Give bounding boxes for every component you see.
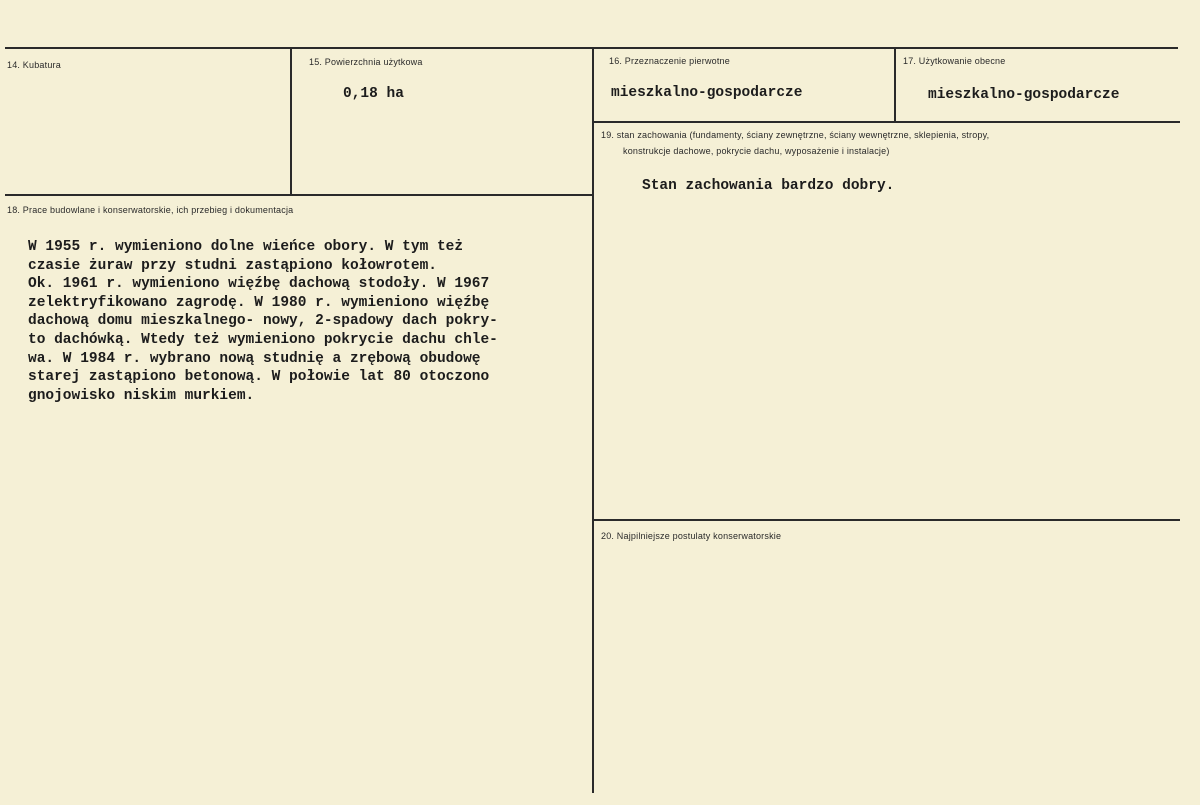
field-18-label: 18. Prace budowlane i konserwatorskie, ich przebieg i dokumentacja <box>7 205 294 215</box>
field-18-line-8: starej zastąpiono betonową. W połowie lat 80 otoczono <box>28 369 490 386</box>
field-16-label: 16. Przeznaczenie pierwotne <box>609 56 730 66</box>
line-under-16-17 <box>594 121 1180 123</box>
field-18-line-5: dachową domu mieszkalnego- nowy, 2-spadowy dach pokry- <box>28 313 498 330</box>
line-under-14-15 <box>5 194 592 196</box>
field-18-line-1: W 1955 r. wymieniono dolne wieńce obory. W tym też <box>28 239 464 255</box>
field-19-label-line-1: 19. stan zachowania (fundamenty, ściany zewnętrzne, ściany wewnętrzne, sklepienia, stropy, <box>601 130 990 140</box>
field-18-line-2: czasie żuraw przy studni zastąpiono kołowrotem. <box>28 257 437 274</box>
field-20-label: 20. Najpilniejsze postulaty konserwatorskie <box>601 531 782 541</box>
field-19-label <box>601 127 989 159</box>
divider-left-right <box>592 49 594 793</box>
field-18-line-3: Ok. 1961 r. wymieniono więźbę dachową stodoły. W 1967 <box>28 276 490 293</box>
field-19-value: Stan zachowania bardzo dobry. <box>642 178 895 194</box>
field-18-line-4: zelektryfikowano zagrodę. W 1980 r. wymieniono więźbę <box>28 294 490 311</box>
field-18-text <box>28 238 498 405</box>
field-18-line-6: to dachówką. Wtedy też wymieniono pokrycie dachu chle- <box>28 331 498 348</box>
field-17-value: mieszkalno-gospodarcze <box>928 87 1120 103</box>
field-14-label: 14. Kubatura <box>7 60 61 70</box>
divider-16-17 <box>894 49 896 121</box>
field-16-value: mieszkalno-gospodarcze <box>611 85 803 101</box>
field-15-value: 0,18 ha <box>343 86 404 102</box>
field-15-label: 15. Powierzchnia użytkowa <box>309 57 423 67</box>
field-17-label: 17. Użytkowanie obecne <box>903 56 1006 66</box>
line-above-20 <box>594 519 1180 521</box>
field-18-line-9: gnojowisko niskim murkiem. <box>28 387 255 404</box>
divider-14-15 <box>290 49 292 195</box>
field-18-line-7: wa. W 1984 r. wybrano nową studnię a zrębową obudowę <box>28 350 481 367</box>
field-19-label-line-2: konstrukcje dachowe, pokrycie dachu, wyposażenie i instalacje) <box>623 146 890 156</box>
